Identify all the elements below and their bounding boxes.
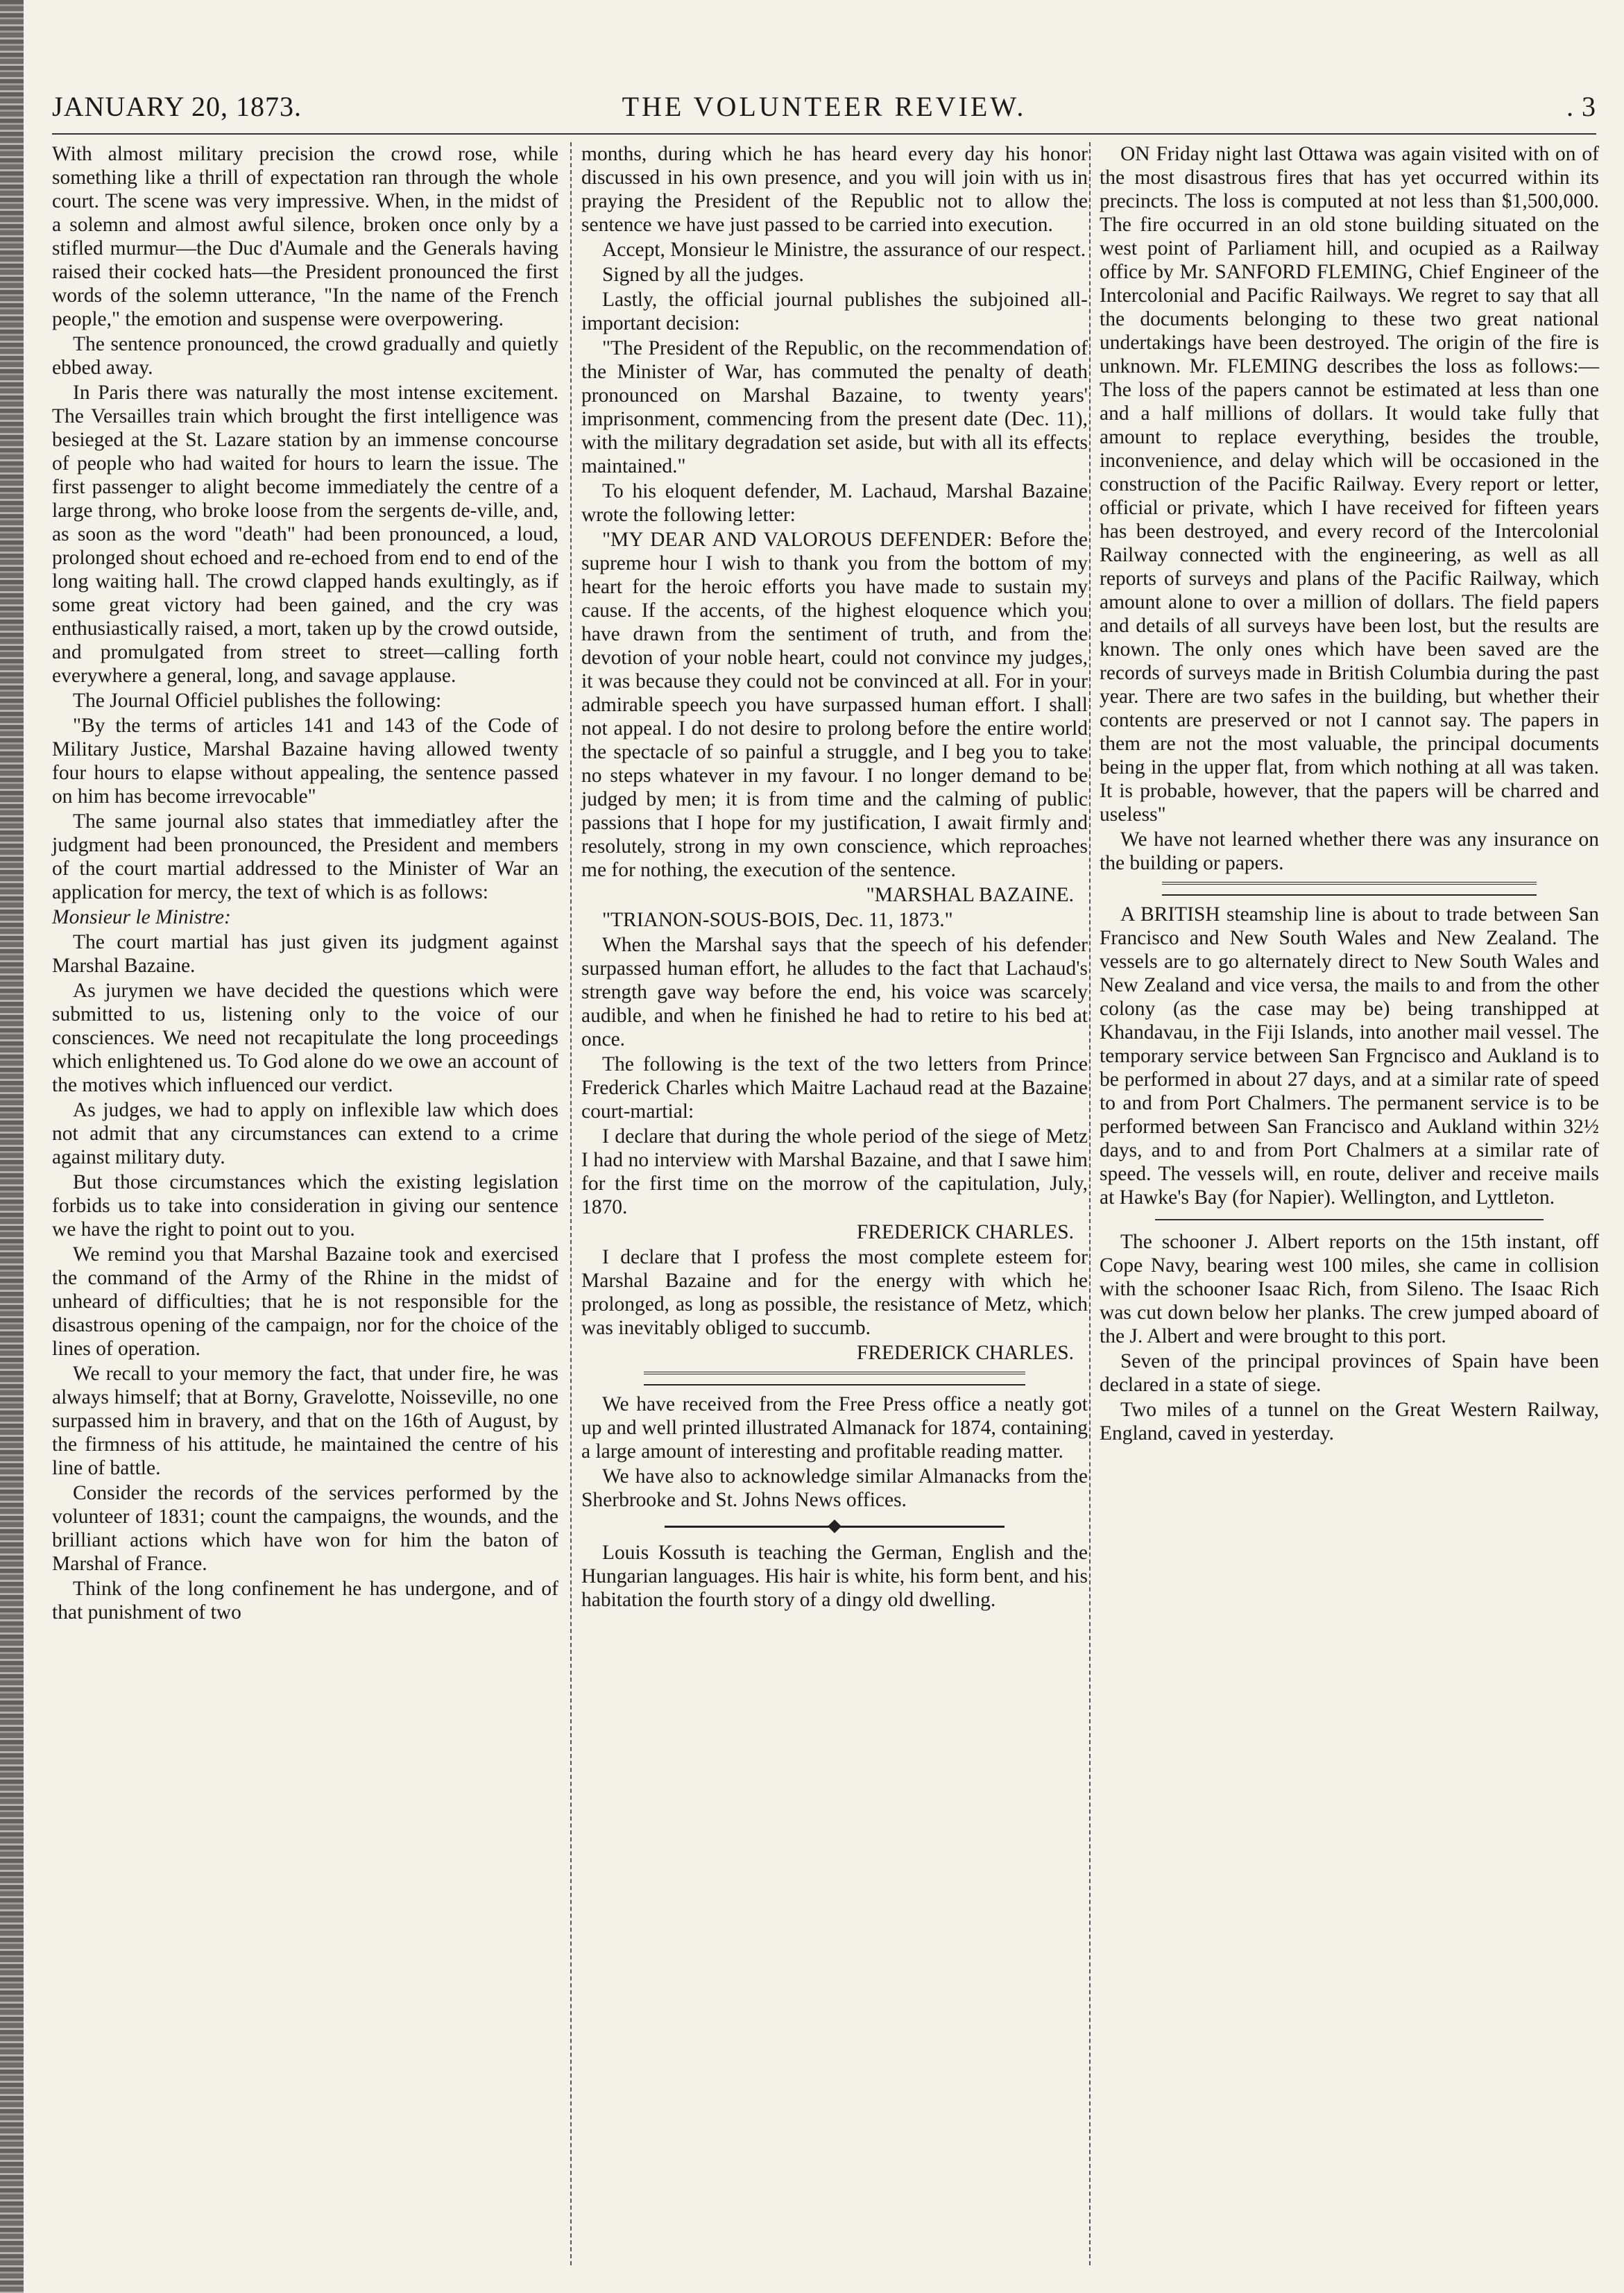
paragraph: We recall to your memory the fact, that under fire, he was always himself; that at Borny, Gravelotte, Noisseville, no one surpassed him in bravery, and that on the 16th of August, by the firmness of his attitude, he maintained the centre of his line of battle. bbox=[52, 1363, 558, 1479]
rule bbox=[1155, 1219, 1544, 1220]
paragraph: When the Marshal says that the speech of his defender surpassed human effort, he alludes to the fact that Lachaud's strength gave way before the end, his voice was scarcely audible, and when he finished he had to retire to his bed at once. bbox=[581, 934, 1088, 1050]
signature: "MARSHAL BAZAINE. bbox=[866, 884, 1074, 906]
column-divider-1 bbox=[570, 142, 572, 2265]
paragraph: Accept, Monsieur le Ministre, the assurance of our respect. bbox=[602, 239, 1086, 261]
page-header bbox=[52, 90, 1596, 132]
salutation: Monsieur le Ministre: bbox=[52, 906, 231, 928]
scan-edge bbox=[0, 0, 24, 2293]
paragraph: The Journal Officiel publishes the following: bbox=[73, 690, 442, 712]
paragraph: I declare that during the whole period of the siege of Metz I had no interview with Marshal Bazaine, and that I sawe him for the first time on the morrow of the capitulation, July, 1870. bbox=[581, 1125, 1088, 1218]
column-3 bbox=[1100, 142, 1599, 1447]
paragraph: But those circumstances which the existing legislation forbids us to take into consideration in giving our sentence we have the right to point out to you. bbox=[52, 1171, 558, 1241]
paragraph: I declare that I profess the most complete esteem for Marshal Bazaine and for the energy with which he prolonged, as long as possible, the resistance of Metz, which was inevitably obliged to succumb. bbox=[581, 1246, 1088, 1339]
paragraph: "The President of the Republic, on the recommendation of the Minister of War, has commuted the penalty of death pronounced on Marshal Bazaine, to twenty years' imprisonment, commencing from the present date (Dec. 11), with the military degradation set aside, but with all its effects maintained." bbox=[581, 337, 1088, 477]
paragraph: In Paris there was naturally the most intense excitement. The Versailles train which brought the first intelligence was besieged at the St. Lazare station by an immense concourse of people who had waited for hours to learn the issue. The first passenger to alight become immediately the centre of a large throng, who broke loose from the sergents de-ville, and, as soon as the word "death" had been pronounced, a loud, prolonged shout echoed and re-echoed from end to end of the long waiting hall. The crowd clapped hands exultingly, as if some great victory had been gained, and the cry was enthusiastically raised, a mort, taken up by the crowd outside, and promulgated from street to street—calling forth everywhere a general, long, and savage applause. bbox=[52, 382, 558, 687]
paragraph: With almost military precision the crowd rose, while something like a thrill of expectation ran through the whole court. The scene was very impressive. When, in the midst of a solemn and almost awful silence, broken once only by a stifled murmur—the Duc d'Aumale and the Generals having raised their cocked hats—the President pronounced the first words of the solemn utterance, "In the name of the French people," the emotion and suspense were overpowering. bbox=[52, 143, 558, 330]
paragraph: We have also to acknowledge similar Almanacks from the Sherbrooke and St. Johns News offices. bbox=[581, 1465, 1088, 1511]
section-separator bbox=[644, 1372, 1025, 1386]
paragraph: "By the terms of articles 141 and 143 of the Code of Military Justice, Marshal Bazaine having allowed twenty four hours to elapse without appealing, the sentence passed on him has become irrevocable" bbox=[52, 715, 558, 808]
diamond-separator bbox=[665, 1521, 1005, 1531]
column-1 bbox=[52, 142, 558, 1626]
paragraph: Signed by all the judges. bbox=[602, 264, 804, 286]
newspaper-title: THE VOLUNTEER REVIEW. bbox=[622, 91, 1027, 122]
paragraph: The sentence pronounced, the crowd gradually and quietly ebbed away. bbox=[52, 333, 558, 379]
page-number: . 3 bbox=[1566, 91, 1596, 122]
paragraph: We have not learned whether there was any insurance on the building or papers. bbox=[1100, 828, 1599, 874]
paragraph: To his eloquent defender, M. Lachaud, Marshal Bazaine wrote the following letter: bbox=[581, 480, 1088, 526]
section-separator bbox=[1162, 882, 1537, 896]
issue-date: JANUARY 20, 1873. bbox=[52, 91, 302, 122]
paragraph: "TRIANON-SOUS-BOIS, Dec. 11, 1873." bbox=[602, 909, 953, 931]
paragraph: The schooner J. Albert reports on the 15th instant, off Cope Navy, bearing west 100 miles, she came in collision with the schooner Isaac Rich, from Sileno. The Isaac Rich was cut down below her planks. The crew jumped aboard of the J. Albert and were brought to this port. bbox=[1100, 1231, 1599, 1347]
paragraph: Seven of the principal provinces of Spain have been declared in a state of siege. bbox=[1100, 1350, 1599, 1396]
paragraph: As jurymen we have decided the questions which were submitted to us, listening only to the voice of our consciences. We need not recapitulate the long proceedings which enlightened us. To God alone do we owe an account of the motives which influenced our verdict. bbox=[52, 980, 558, 1096]
paragraph: We have received from the Free Press office a neatly got up and well printed illustrated Almanack for 1874, containing a large amount of interesting and profitable reading matter. bbox=[581, 1393, 1088, 1463]
paragraph: Consider the records of the services performed by the volunteer of 1831; count the campaigns, the wounds, and the brilliant actions which have won for him the baton of Marshal of France. bbox=[52, 1482, 558, 1575]
header-rule bbox=[52, 133, 1596, 135]
signature: FREDERICK CHARLES. bbox=[856, 1221, 1074, 1243]
paragraph: Lastly, the official journal publishes the subjoined all-important decision: bbox=[581, 289, 1088, 334]
paragraph: Louis Kossuth is teaching the German, English and the Hungarian languages. His hair is white, his form bent, and his habitation the fourth story of a dingy old dwelling. bbox=[581, 1542, 1088, 1611]
paragraph: A BRITISH steamship line is about to trade between San Francisco and New South Wales and New Zealand. The vessels are to go alternately direct to New South Wales and New Zealand and vice versa, the mails to and from the other colony (as the case may be) being transhipped at Khandavau, in the Fiji Islands, into another mail vessel. The temporary service between San Frgncisco and Aukland is to be performed in about 27 days, and at a similar rate of speed to and from Port Chalmers. The permanent service is to be performed between San Francisco and Aukland within 32½ days, and to and from Port Chalmers at a similar rate of speed. The vessels will, en route, deliver and receive mails at Hawke's Bay (for Napier). Wellington, and Lyttleton. bbox=[1100, 903, 1599, 1209]
paragraph: We remind you that Marshal Bazaine took and exercised the command of the Army of the Rhine in the midst of unheard of difficulties; that he is not responsible for the disastrous opening of the campaign, nor for the choice of the lines of operation. bbox=[52, 1243, 558, 1360]
column-2 bbox=[581, 142, 1088, 1613]
paragraph: Think of the long confinement he has undergone, and of that punishment of two bbox=[52, 1578, 558, 1623]
column-divider-2 bbox=[1089, 142, 1091, 2265]
paragraph: As judges, we had to apply on inflexible law which does not admit that any circumstances can extend to a crime against military duty. bbox=[52, 1099, 558, 1168]
paragraph: months, during which he has heard every day his honor discussed in his own presence, and you will join with us in praying the President of the Republic not to allow the sentence we have just passed to be carried into execution. bbox=[581, 143, 1088, 236]
signature: FREDERICK CHARLES. bbox=[856, 1342, 1074, 1364]
paragraph: Two miles of a tunnel on the Great Western Railway, England, caved in yesterday. bbox=[1100, 1399, 1599, 1444]
paragraph: The court martial has just given its judgment against Marshal Bazaine. bbox=[52, 931, 558, 977]
paragraph: The same journal also states that immediatley after the judgment had been pronounced, the President and members of the court martial addressed to the Minister of War an application for mercy, the text of which is as follows: bbox=[52, 810, 558, 903]
paragraph: "MY DEAR AND VALOROUS DEFENDER: Before the supreme hour I wish to thank you from the bottom of my heart for the heroic efforts you have made to sustain my cause. If the accents, of the highest eloquence which you have drawn from the sentiment of truth, and from the devotion of your noble heart, could not convince my judges, it was because they could not be convinced at all. For in your admirable speech you have surpassed human effort. I shall not appeal. I do not desire to prolong before the entire world the spectacle of so painful a struggle, and I beg you to take no steps whatever in my favour. I no longer demand to be judged by men; it is from time and the calming of public passions that I hope for my justification, I await firmly and resolutely, strong in my own conscience, which reproaches me for nothing, the execution of the sentence. bbox=[581, 529, 1088, 881]
paragraph: ON Friday night last Ottawa was again visited with on of the most disastrous fires that has yet occurred within its precincts. The loss is computed at not less than $1,500,000. The fire occurred in an old stone building situated on the west point of Parliament hill, and ocupied as a Railway office by Mr. SANFORD FLEMING, Chief Engineer of the Intercolonial and Pacific Railways. We regret to say that all the documents belonging to these two great national undertakings have been destroyed. The origin of the fire is unknown. Mr. FLEMING describes the loss as follows:—The loss of the papers cannot be estimated at less than one and a half millions of dollars. It would take fully that amount to replace everything, besides the trouble, inconvenience, and delay which will be occasioned in the construction of the Pacific Railway. Every report or letter, official or private, which I have received for fifteen years has been destroyed, and every record of the Intercolonial Railway connected with the engineering, as well as all reports of surveys and plans of the Pacific Railway, which amount alone to over a million of dollars. The field papers and details of all surveys have been lost, but the results are known. The only ones which have been saved are the records of surveys made in British Columbia during the past year. There are two safes in the building, but whether their contents are preserved or not I cannot say. The papers in them are not the most valuable, the principal documents being in the upper flat, from which nothing at all was taken. It is probable, however, that the papers will be charred and useless" bbox=[1100, 143, 1599, 826]
paragraph: The following is the text of the two letters from Prince Frederick Charles which Maitre Lachaud read at the Bazaine court-martial: bbox=[581, 1053, 1088, 1123]
